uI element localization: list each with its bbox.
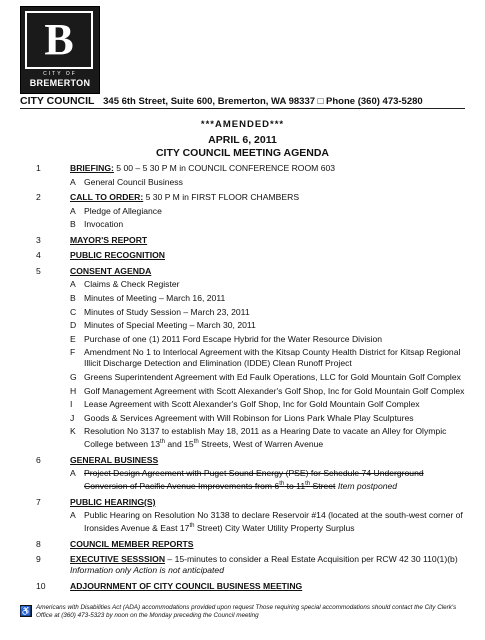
agenda-subitem-text: Goods & Services Agreement with Will Robinson for Lions Park Whale Play Sculptures <box>84 412 414 423</box>
agenda-item <box>20 581 465 592</box>
header-address: 345 6th Street, Suite 600, Bremerton, WA 98337 □ Phone (360) 473-5280 <box>103 96 423 107</box>
agenda-subitem <box>70 334 465 345</box>
agenda-item-heading-line <box>70 235 465 246</box>
agenda-item-heading: BRIEFING: <box>70 163 114 173</box>
header-rule <box>20 108 465 109</box>
logo-name: BREMERTON <box>29 78 91 88</box>
wheelchair-icon: ♿ <box>20 606 32 616</box>
agenda-item-number: 7 <box>36 496 41 507</box>
agenda-subitem <box>70 413 465 424</box>
agenda-subitem <box>70 307 465 318</box>
agenda-subitem-text: Minutes of Special Meeting – March 30, 2011 <box>84 320 256 331</box>
agenda-subitem <box>70 468 465 492</box>
agenda-subitem-letter: F <box>70 347 76 358</box>
agenda-item-number: 10 <box>36 580 46 591</box>
agenda-subitem-letter: G <box>70 371 77 382</box>
agenda-subitem-letter: A <box>70 510 76 521</box>
agenda-subitem-letter: A <box>70 176 76 187</box>
agenda-subitem-text: Minutes of Meeting – March 16, 2011 <box>84 292 226 303</box>
agenda-item-number: 9 <box>36 554 41 565</box>
agenda-subitem-letter: E <box>70 333 76 344</box>
header-council: CITY COUNCIL <box>20 95 95 107</box>
logo-frame <box>25 11 93 69</box>
agenda-item-heading-line <box>70 581 465 592</box>
agenda-subitem-letter: H <box>70 385 77 396</box>
meeting-date: APRIL 6, 2011 <box>208 134 277 146</box>
agenda-item-number: 4 <box>36 250 41 261</box>
agenda-subitem-text: General Council Business <box>84 176 183 187</box>
agenda-item-heading: EXECUTIVE SESSSION <box>70 554 166 565</box>
agenda-item-heading-line <box>70 163 465 174</box>
logo-city-of: CITY OF <box>43 71 77 77</box>
agenda-subitem-text: Invocation <box>84 219 124 230</box>
ada-footer <box>20 604 465 620</box>
agenda-item-detail: 5 00 – 5 30 P M in COUNCIL CONFERENCE ROOM 603 <box>113 163 336 173</box>
city-logo <box>20 6 100 94</box>
agenda-subitem-letter: C <box>70 306 77 317</box>
agenda-subitem-text: Golf Management Agreement with Scott Alexander's Golf Shop, Inc for Gold Mountain Golf Complex <box>84 385 465 396</box>
amended-label: ***AMENDED*** <box>200 119 285 130</box>
agenda-subitem-letter: A <box>70 205 76 216</box>
agenda-item <box>20 266 465 450</box>
agenda-subitem-note: Item postponed <box>335 481 398 492</box>
agenda-item <box>20 192 465 230</box>
agenda-item-heading: CONSENT AGENDA <box>70 265 152 276</box>
agenda-subitem-text: Pledge of Allegiance <box>84 205 162 216</box>
agenda-item <box>20 497 465 534</box>
agenda-subitem-letter: B <box>70 219 76 230</box>
agenda-item-heading: GENERAL BUSINESS <box>70 454 159 465</box>
agenda-item-number: 5 <box>36 265 41 276</box>
agenda-subitem-text: Amendment No 1 to Interlocal Agreement with the Kitsap County Health District for Kitsap Regional Illicit Discharge Detection and Elimination (IDDE) Clean Runoff Project <box>84 347 461 369</box>
agenda-subitem <box>70 372 465 383</box>
agenda-item-heading-line <box>70 266 465 277</box>
agenda-item <box>20 250 465 261</box>
agenda-item <box>20 455 465 492</box>
agenda-item-heading: COUNCIL MEMBER REPORTS <box>70 538 194 549</box>
agenda-item-detail: 5 30 P M in FIRST FLOOR CHAMBERS <box>143 192 300 203</box>
agenda-subitem-letter: D <box>70 320 77 331</box>
agenda-subitem <box>70 279 465 290</box>
agenda-subitem-letter: B <box>70 292 76 303</box>
agenda-item-heading: PUBLIC RECOGNITION <box>70 250 166 261</box>
agenda-item-heading-line <box>70 192 465 203</box>
agenda-subitem-letter: J <box>70 412 75 423</box>
agenda-subitem <box>70 219 465 230</box>
agenda-item-number: 2 <box>36 192 41 203</box>
agenda-subitem <box>70 510 465 534</box>
agenda-items <box>20 163 465 596</box>
agenda-subitem <box>70 347 465 369</box>
agenda-item-heading-line <box>70 497 465 508</box>
agenda-item-number: 3 <box>36 234 41 245</box>
agenda-item-heading-line <box>70 554 465 576</box>
agenda-subitem <box>70 399 465 410</box>
agenda-item <box>20 539 465 550</box>
agenda-subitem-letter: K <box>70 426 76 437</box>
agenda-subitem-text: Project Design Agreement with Puget Sound Energy (PSE) for Schedule 74 Underground Conversion of Pacific Avenue Improvements from 6th to 11th Street <box>84 468 424 492</box>
agenda-subitem-letter: I <box>70 399 73 410</box>
agenda-item <box>20 235 465 246</box>
agenda-subitem <box>70 426 465 450</box>
agenda-subitem-text: Minutes of Study Session – March 23, 2011 <box>84 306 250 317</box>
agenda-subitem-text: Purchase of one (1) 2011 Ford Escape Hybrid for the Water Resource Division <box>84 333 383 344</box>
agenda-title: CITY COUNCIL MEETING AGENDA <box>155 147 330 159</box>
agenda-item-heading: ADJOURNMENT OF CITY COUNCIL BUSINESS MEETING <box>70 580 303 591</box>
agenda-subitem <box>70 293 465 304</box>
logo-letter: B <box>44 15 74 64</box>
agenda-item-heading: MAYOR'S REPORT <box>70 234 148 245</box>
agenda-subitem <box>70 386 465 397</box>
agenda-subitem <box>70 206 465 217</box>
agenda-item-heading-line <box>70 455 465 466</box>
agenda-item-number: 8 <box>36 538 41 549</box>
agenda-subitem-text: Greens Superintendent Agreement with Ed Faulk Operations, LLC for Gold Mountain Golf Complex <box>84 371 461 382</box>
ada-footer-text: Americans with Disabilities Act (ADA) accommodations provided upon request Those requiring special accommodations should contact the City Clerk's Office at (360) 473-5323 by noon on the Monday preceding the Council meeting <box>36 604 457 619</box>
agenda-item-heading-line <box>70 250 465 261</box>
agenda-item-detail: – 15-minutes to consider a Real Estate Acquisition per RCW 42 30 110(1)(b) <box>165 554 458 565</box>
agenda-item <box>20 554 465 576</box>
agenda-subitem <box>70 320 465 331</box>
agenda-subitem-letter: A <box>70 468 76 479</box>
header-line <box>20 95 423 107</box>
agenda-subitem-text: Lease Agreement with Scott Alexander's Golf Shop, Inc for Gold Mountain Golf Complex <box>84 399 420 410</box>
agenda-item-heading-line <box>70 539 465 550</box>
agenda-item <box>20 163 465 188</box>
agenda-subitem-letter: A <box>70 279 76 290</box>
agenda-item-number: 6 <box>36 454 41 465</box>
agenda-item-heading: PUBLIC HEARING(S) <box>70 496 156 507</box>
agenda-item-number: 1 <box>36 163 41 173</box>
agenda-subitem-text: Claims & Check Register <box>84 279 180 290</box>
agenda-subitem <box>70 177 465 188</box>
agenda-item-heading: CALL TO ORDER: <box>70 192 144 203</box>
agenda-subitem-text: Resolution No 3137 to establish May 18, 2011 as a Hearing Date to vacate an Alley for Olympic College between 13th and 15th Streets, West of Warren Avenue <box>84 426 447 450</box>
agenda-item-note: Information only Action is not anticipated <box>70 565 224 576</box>
agenda-subitem-text: Public Hearing on Resolution No 3138 to declare Reservoir #14 (located at the south-west corner of Ironsides Avenue & East 17th Street) City Water Utility Property Surplus <box>84 510 463 534</box>
